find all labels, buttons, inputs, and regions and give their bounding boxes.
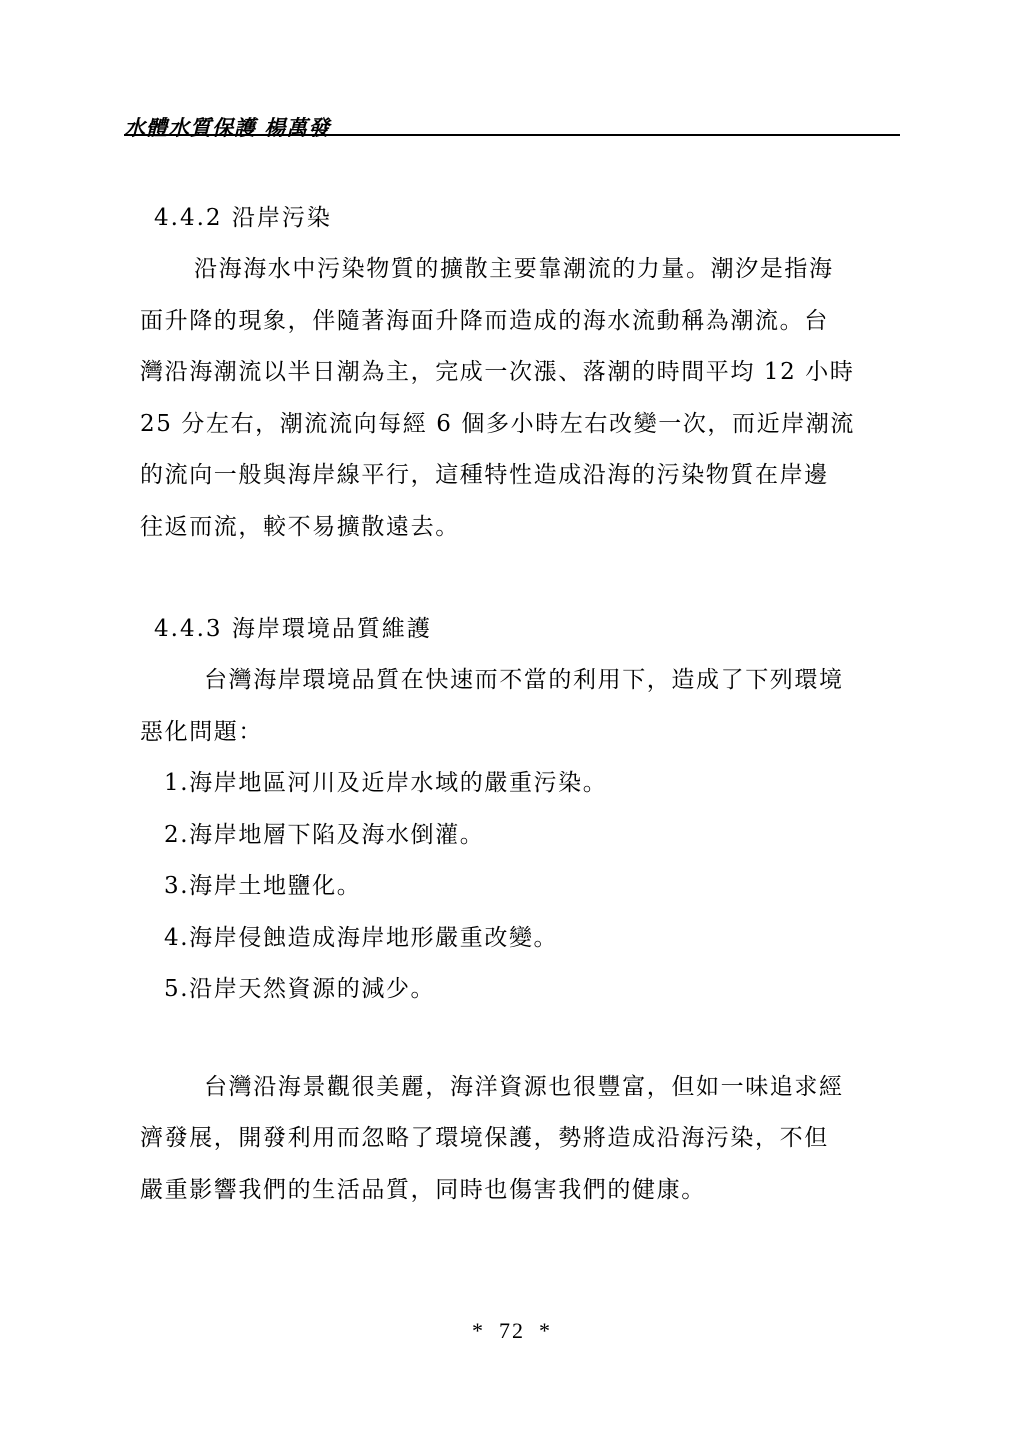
paragraph-line: 的流向一般與海岸線平行，這種特性造成沿海的污染物質在岸邊 [140,462,829,488]
paragraph-line: 沿海海水中污染物質的擴散主要靠潮流的力量。潮汐是指海 [194,256,834,282]
page-footer [0,1318,1024,1344]
paragraph-environment-intro [140,655,900,758]
paragraph-line: 惡化問題： [140,718,263,745]
page-body [140,192,900,1216]
paragraph-line: 台灣海岸環境品質在快速而不當的利用下，造成了下列環境 [204,667,844,693]
section-heading-4-4-3: 4.4.3 海岸環境品質維護 [154,616,432,642]
list-item: 5.沿岸天然資源的減少。 [164,976,436,1002]
footer-star-left: * [472,1318,485,1343]
paragraph-line: 25 分左右，潮流流向每經 6 個多小時左右改變一次，而近岸潮流 [140,410,856,437]
section-spacer [140,553,900,603]
header-divider [124,134,900,136]
page-number: 72 [499,1318,525,1343]
environment-problem-list [140,758,900,1016]
list-item: 4.海岸侵蝕造成海岸地形嚴重改變。 [164,924,559,951]
paragraph-line: 面升降的現象，伴隨著海面升降而造成的海水流動稱為潮流。台 [140,307,829,334]
list-item: 2.海岸地層下陷及海水倒灌。 [164,821,485,848]
footer-star-right: * [539,1318,552,1343]
paragraph-closing [140,1062,900,1217]
paragraph-line: 往返而流，較不易擴散遠去。 [140,513,460,540]
section-spacer [140,1016,900,1062]
paragraph-line: 嚴重影響我們的生活品質，同時也傷害我們的健康。 [140,1176,706,1203]
paragraph-line: 台灣沿海景觀很美麗，海洋資源也很豐富，但如一味追求經 [204,1073,844,1100]
running-header-title: 水體水質保護 楊萬發 [124,115,331,140]
list-item: 1.海岸地區河川及近岸水域的嚴重污染。 [164,770,608,796]
paragraph-coastal-pollution [140,244,900,553]
list-item: 3.海岸土地鹽化。 [164,873,362,899]
paragraph-line: 灣沿海潮流以半日潮為主，完成一次漲、落潮的時間平均 12 小時 [140,359,855,385]
section-heading-4-4-2: 4.4.2 沿岸污染 [154,205,332,231]
paragraph-line: 濟發展，開發利用而忽略了環境保護，勢將造成沿海污染，不但 [140,1125,829,1151]
